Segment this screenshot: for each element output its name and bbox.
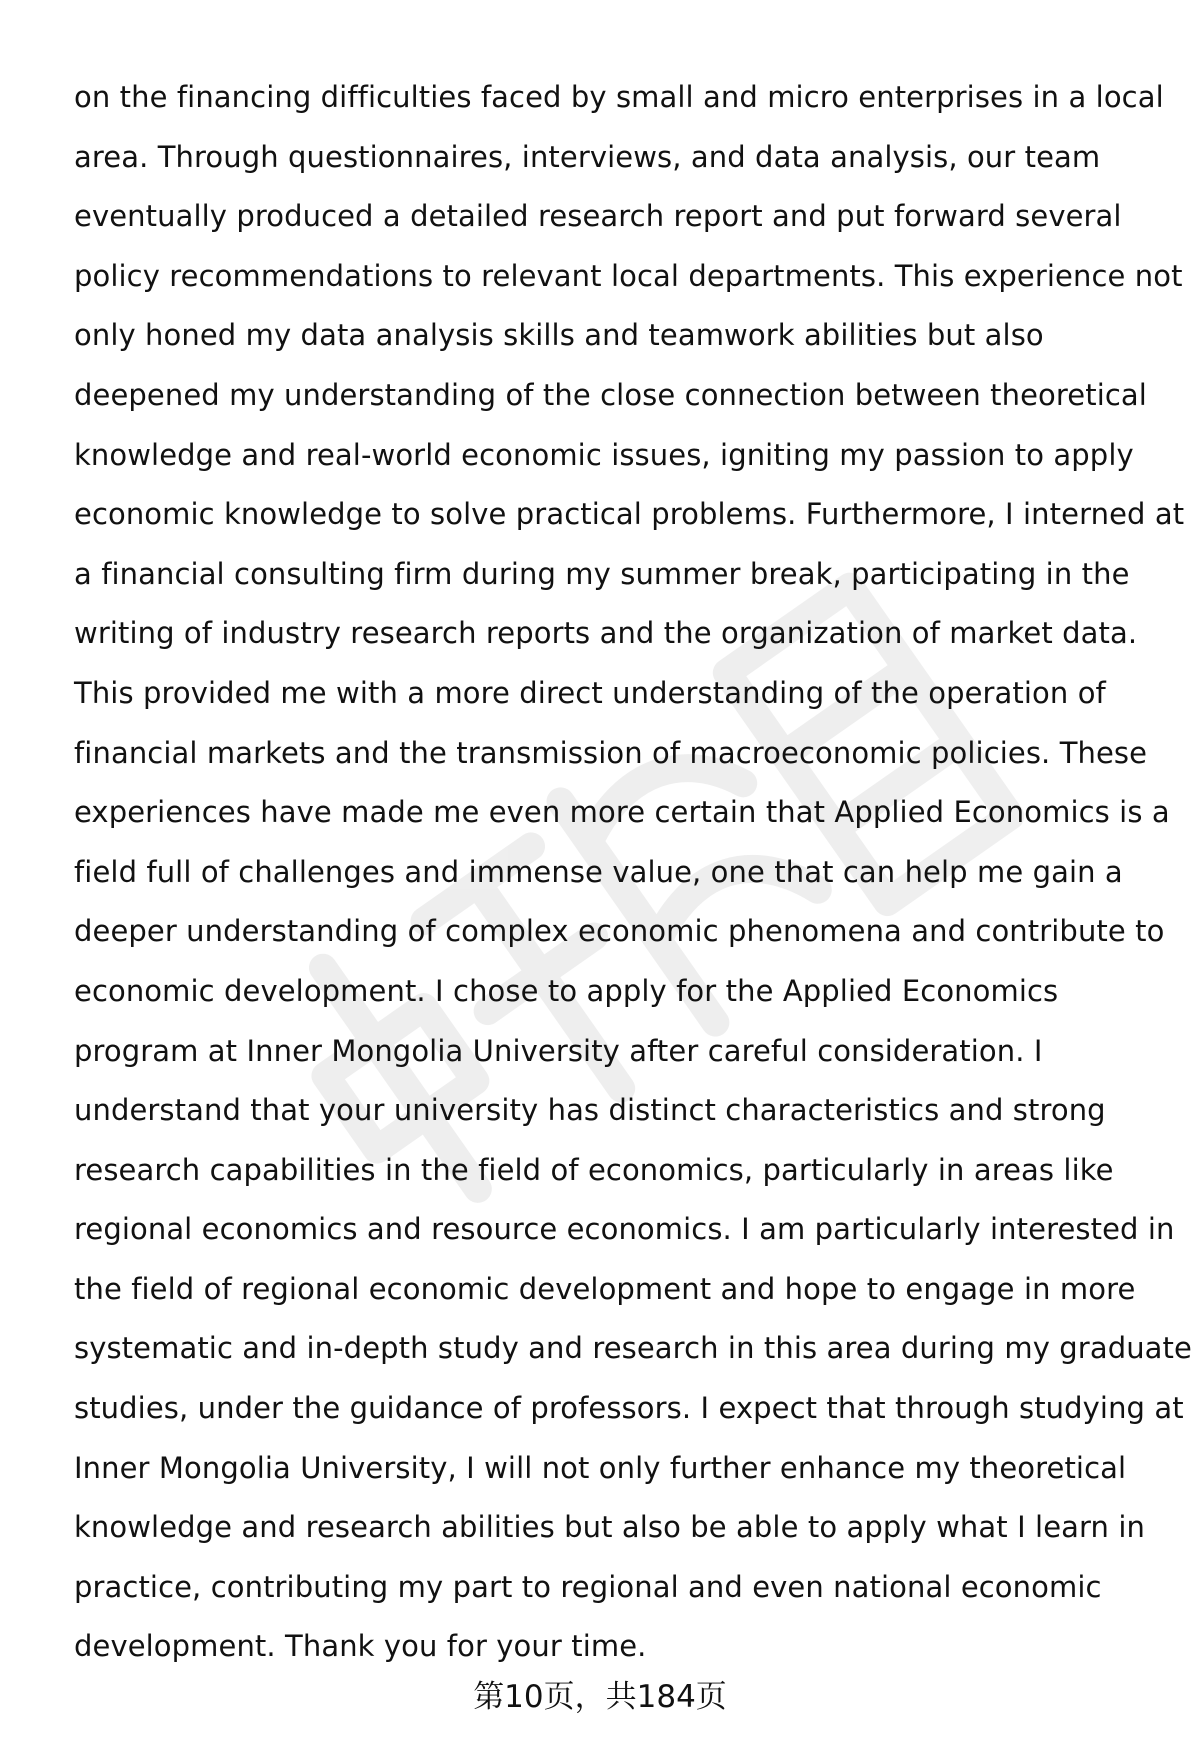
text-line-25: knowledge and research abilities but also be able to apply what I learn in [74,1510,1145,1545]
text-line-22: systematic and in-depth study and research in this area during my graduate [74,1331,1192,1366]
text-line-14: field full of challenges and immense value, one that can help me gain a [74,854,1123,889]
text-line-1: on the financing difficulties faced by small and micro enterprises in a local [74,80,1164,114]
text-line-24: Inner Mongolia University, I will not only further enhance my theoretical [74,1450,1127,1485]
text-line-19: research capabilities in the field of economics, particularly in areas like [74,1152,1114,1187]
text-line-27: development. Thank you for your time. [74,1629,647,1664]
text-line-20: regional economics and resource economics. I am particularly interested in [74,1212,1175,1247]
text-line-5: only honed my data analysis skills and teamwork abilities but also [74,318,1044,353]
page-number-footer: 第10页，共184页 [473,1679,727,1715]
text-line-4: policy recommendations to relevant local departments. This experience not [74,258,1183,293]
document-body [74,68,1192,1677]
text-line-2: area. Through questionnaires, interviews, and data analysis, our team [74,139,1101,174]
text-line-10: writing of industry research reports and the organization of market data. [74,616,1138,651]
text-line-11: This provided me with a more direct understanding of the operation of [74,675,1106,710]
text-line-18: understand that your university has distinct characteristics and strong [74,1093,1106,1128]
text-line-3: eventually produced a detailed research report and put forward several [74,199,1122,234]
text-line-15: deeper understanding of complex economic phenomena and contribute to [74,914,1165,949]
text-line-26: practice, contributing my part to regional and even national economic [74,1569,1102,1604]
text-line-23: studies, under the guidance of professors. I expect that through studying at [74,1391,1184,1426]
text-line-6: deepened my understanding of the close connection between theoretical [74,377,1147,412]
text-line-16: economic development. I chose to apply for the Applied Economics [74,973,1059,1008]
text-line-12: financial markets and the transmission of macroeconomic policies. These [74,735,1148,770]
text-line-13: experiences have made me even more certain that Applied Economics is a [74,795,1170,830]
text-line-21: the field of regional economic development and hope to engage in more [74,1271,1136,1306]
text-line-8: economic knowledge to solve practical problems. Furthermore, I interned at [74,497,1185,532]
text-line-7: knowledge and real-world economic issues, igniting my passion to apply [74,437,1134,472]
text-line-17: program at Inner Mongolia University after careful consideration. I [74,1033,1043,1068]
text-line-9: a financial consulting firm during my summer break, participating in the [74,556,1130,591]
